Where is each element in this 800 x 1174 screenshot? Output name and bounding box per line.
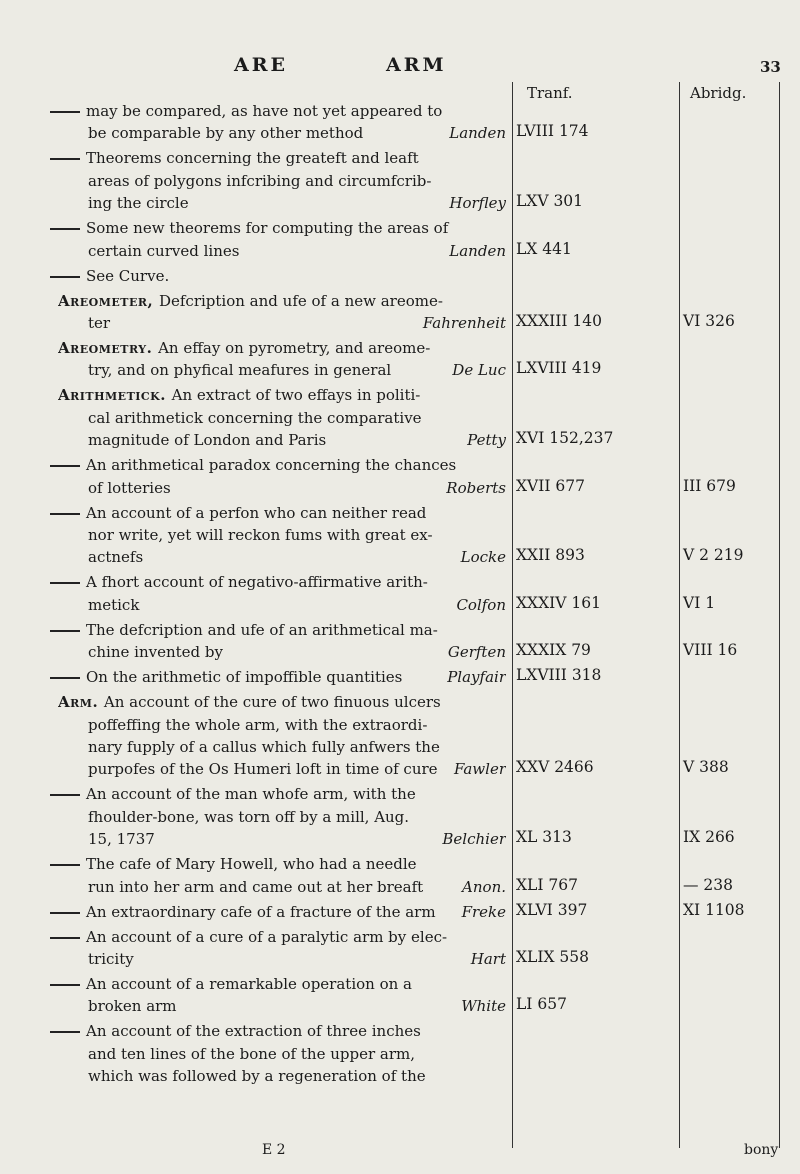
entry-text bbox=[88, 265, 506, 287]
entry-tranf-ref: LVIII 174 bbox=[516, 122, 589, 141]
entry-tranf-ref: XLIX 558 bbox=[516, 947, 589, 966]
entry-author: De Luc bbox=[452, 361, 506, 380]
entry-tranf-ref: XXXIX 79 bbox=[516, 641, 591, 660]
entry-author: Landen bbox=[449, 241, 506, 260]
entry-line-text: An account of the cure of two finuous ulcers bbox=[103, 693, 441, 712]
ditto-dash bbox=[50, 984, 80, 986]
entry-text bbox=[58, 384, 506, 451]
ditto-dash bbox=[50, 677, 80, 679]
entry-line bbox=[50, 502, 506, 524]
entry-text bbox=[88, 901, 506, 923]
entry-tranf-ref: LXVIII 318 bbox=[516, 666, 602, 685]
ditto-dash bbox=[50, 630, 80, 632]
entry-line-text: An arithmetical paradox concerning the chances bbox=[86, 456, 457, 475]
entry-line bbox=[58, 384, 506, 406]
column-header-abridg: Abridg. bbox=[690, 84, 747, 102]
entry-line bbox=[88, 359, 506, 381]
entry-tranf-ref: XL 313 bbox=[516, 828, 572, 847]
entry-abridg-ref: VI 1 bbox=[683, 593, 716, 612]
entry-abridg-ref: VI 326 bbox=[683, 311, 735, 330]
entry-text bbox=[88, 926, 506, 971]
entry-tranf-ref: XVII 677 bbox=[516, 476, 585, 495]
ditto-dash bbox=[50, 912, 80, 914]
entry-text bbox=[88, 666, 506, 688]
entry-line bbox=[88, 1065, 506, 1087]
entry-text bbox=[58, 691, 506, 781]
entry-author: Playfair bbox=[447, 668, 506, 687]
ditto-dash bbox=[50, 111, 80, 113]
entry-text bbox=[88, 571, 506, 616]
entry-tranf-ref: LI 657 bbox=[516, 995, 567, 1014]
entry-line-text: run into her arm and came out at her breaft bbox=[88, 877, 424, 896]
entry-line-text: See Curve. bbox=[86, 266, 170, 285]
entry-line-text: A fhort account of negativo-affirmative arith- bbox=[86, 573, 428, 592]
entry-line-text: An account of a perfon who can neither read bbox=[86, 503, 427, 522]
entry-line bbox=[50, 926, 506, 948]
entry-line bbox=[88, 170, 506, 192]
entry-line bbox=[50, 973, 506, 995]
entry-line bbox=[88, 407, 506, 429]
entry-author: Locke bbox=[460, 548, 506, 567]
entry-line-text: 15, 1737 bbox=[88, 830, 155, 849]
entry-line-text: cal arithmetick concerning the comparative bbox=[88, 408, 422, 427]
entry-author: Petty bbox=[467, 431, 506, 450]
entry-tranf-ref: XLI 767 bbox=[516, 875, 578, 894]
entry-tranf-ref: XXXIII 140 bbox=[516, 311, 602, 330]
entry-text bbox=[88, 783, 506, 850]
entry-line bbox=[88, 995, 506, 1017]
entry-text bbox=[88, 973, 506, 1018]
entry-line-text: ing the circle bbox=[88, 194, 189, 213]
ditto-dash bbox=[50, 794, 80, 796]
entry-author: White bbox=[461, 997, 506, 1016]
entry-line bbox=[58, 337, 506, 359]
entry-line bbox=[88, 429, 506, 451]
entry-line bbox=[88, 312, 506, 334]
entry-tranf-ref: XXV 2466 bbox=[516, 758, 594, 777]
entry-line-text: be comparable by any other method bbox=[88, 124, 364, 143]
entry-line bbox=[58, 691, 506, 713]
entry-tranf-ref: XXII 893 bbox=[516, 546, 585, 565]
entry-line bbox=[88, 714, 506, 736]
entry-author: Horfley bbox=[449, 194, 506, 213]
entry-line-text: An account of the extraction of three inches bbox=[86, 1022, 421, 1041]
entry-line-text: magnitude of London and Paris bbox=[88, 431, 327, 450]
entry-line-text: tricity bbox=[88, 950, 134, 968]
entry-line bbox=[58, 290, 506, 312]
entry-line bbox=[88, 806, 506, 828]
entry-line-text: nary fupply of a callus which fully anfwers the bbox=[88, 738, 440, 756]
entry-tranf-ref: LXVIII 419 bbox=[516, 359, 602, 378]
entry-line bbox=[88, 736, 506, 758]
entry-text bbox=[88, 853, 506, 898]
entry-line bbox=[50, 571, 506, 593]
entry-abridg-ref: — 238 bbox=[683, 875, 734, 894]
entry-author: Fawler bbox=[453, 760, 506, 779]
ditto-dash bbox=[50, 864, 80, 866]
entry-author: Landen bbox=[449, 124, 506, 143]
entry-line-text: On the arithmetic of impoffible quantities bbox=[86, 668, 403, 687]
entry-line bbox=[50, 217, 506, 239]
entry-line-text: fhoulder-bone, was torn off by a mill, Aug. bbox=[88, 807, 410, 826]
entry-line-text: Theorems concerning the greateft and leaft bbox=[86, 149, 419, 168]
entry-line-text: certain curved lines bbox=[88, 241, 240, 260]
ditto-dash bbox=[50, 513, 80, 515]
entry-line bbox=[50, 666, 506, 688]
ditto-dash bbox=[50, 158, 80, 160]
entry-line bbox=[88, 477, 506, 499]
entry-line-text: and ten lines of the bone of the upper arm, bbox=[88, 1044, 415, 1063]
entry-author: Roberts bbox=[446, 478, 506, 497]
entry-line bbox=[50, 1020, 506, 1042]
entry-line bbox=[88, 1043, 506, 1065]
entry-text bbox=[58, 337, 506, 382]
entry-line-text: ter bbox=[88, 314, 111, 332]
entry-author: Hart bbox=[470, 950, 506, 968]
entry-abridg-ref: V 2 219 bbox=[683, 546, 744, 565]
entry-line-text: Defcription and ufe of a new areome- bbox=[158, 291, 443, 310]
entry-author: Anon. bbox=[462, 877, 506, 896]
entry-text bbox=[88, 100, 506, 145]
entry-author: Belchier bbox=[442, 830, 506, 849]
ditto-dash bbox=[50, 1031, 80, 1033]
column-header-tranf: Tranf. bbox=[527, 84, 573, 102]
entry-line-text: An account of a cure of a paralytic arm by elec- bbox=[86, 927, 448, 946]
heading-word: Areometry. bbox=[58, 339, 159, 357]
entry-tranf-ref: XVI 152,237 bbox=[516, 429, 614, 448]
entry-line-text: purpofes of the Os Humeri loft in time of cure bbox=[88, 760, 438, 779]
ditto-dash bbox=[50, 465, 80, 467]
entry-line-text: which was followed by a regeneration of the bbox=[88, 1067, 426, 1086]
entry-author: Freke bbox=[461, 902, 506, 921]
entry-line-text: may be compared, as have not yet appeared to bbox=[86, 102, 443, 120]
entry-line-text: areas of polygons infcribing and circumfcrib- bbox=[88, 171, 432, 190]
entry-line-text: An effay on pyrometry, and areome- bbox=[158, 339, 431, 357]
page-number: 33 bbox=[760, 58, 781, 76]
ditto-dash bbox=[50, 582, 80, 584]
entry-line-text: An account of a remarkable operation on a bbox=[86, 975, 412, 993]
entry-line-text: The cafe of Mary Howell, who had a needle bbox=[86, 855, 417, 874]
entry-line-text: nor write, yet will reckon fums with great ex- bbox=[88, 526, 433, 544]
entry-text bbox=[88, 454, 506, 499]
entry-line bbox=[50, 147, 506, 169]
ditto-dash bbox=[50, 228, 80, 230]
entry-line bbox=[50, 853, 506, 875]
entry-text bbox=[88, 217, 506, 262]
entry-abridg-ref: IX 266 bbox=[683, 828, 735, 847]
entry-text bbox=[88, 502, 506, 569]
running-head-left: ARE bbox=[234, 54, 289, 76]
entry-abridg-ref: XI 1108 bbox=[683, 900, 745, 919]
entry-line-text: try, and on phyfical meafures in general bbox=[88, 361, 392, 380]
entry-line bbox=[50, 454, 506, 476]
entry-author: Gerften bbox=[447, 643, 506, 662]
entry-tranf-ref: LXV 301 bbox=[516, 192, 584, 211]
entry-line-text: metick bbox=[88, 595, 140, 614]
ditto-dash bbox=[50, 276, 80, 278]
entry-line-text: of lotteries bbox=[88, 478, 171, 497]
entry-tranf-ref: XXXIV 161 bbox=[516, 593, 601, 612]
entry-line-text: chine invented by bbox=[88, 643, 223, 662]
entry-line-text: An extract of two effays in politi- bbox=[171, 386, 421, 405]
entry-line bbox=[88, 876, 506, 898]
entry-line bbox=[50, 619, 506, 641]
entry-line bbox=[50, 100, 506, 122]
entry-line-text: poffeffing the whole arm, with the extraordi- bbox=[88, 715, 428, 734]
entry-text bbox=[88, 147, 506, 214]
heading-word: Areometer, bbox=[58, 291, 159, 310]
entry-author: Colfon bbox=[456, 595, 506, 614]
entry-line-text: An account of the man whofe arm, with the bbox=[86, 785, 416, 804]
entry-line-text: actnefs bbox=[88, 548, 144, 567]
entry-abridg-ref: V 388 bbox=[683, 758, 729, 777]
entry-abridg-ref: VIII 16 bbox=[683, 641, 738, 660]
entry-text bbox=[88, 619, 506, 664]
entry-line bbox=[50, 265, 506, 287]
ditto-dash bbox=[50, 937, 80, 939]
entry-line bbox=[88, 828, 506, 850]
entry-line bbox=[88, 240, 506, 262]
entry-line-text: An extraordinary cafe of a fracture of the arm bbox=[86, 902, 436, 921]
entry-line bbox=[50, 783, 506, 805]
entry-text bbox=[58, 290, 506, 335]
entry-author: Fahrenheit bbox=[422, 314, 506, 332]
entry-line bbox=[50, 901, 506, 923]
entry-line bbox=[88, 546, 506, 568]
entry-abridg-ref: III 679 bbox=[683, 476, 736, 495]
entry-line-text: broken arm bbox=[88, 997, 177, 1016]
entry-line bbox=[88, 122, 506, 144]
running-head-right: ARM bbox=[386, 54, 447, 76]
entry-line bbox=[88, 594, 506, 616]
entry-line bbox=[88, 641, 506, 663]
heading-word: Arm. bbox=[58, 693, 104, 712]
entry-line bbox=[88, 948, 506, 970]
catchword: bony bbox=[744, 1142, 779, 1158]
entry-line-text: The defcription and ufe of an arithmetical ma- bbox=[86, 620, 438, 639]
entry-line bbox=[88, 758, 506, 780]
entry-tranf-ref: XLVI 397 bbox=[516, 900, 588, 919]
entry-line-text: Some new theorems for computing the areas of bbox=[86, 219, 449, 238]
entry-tranf-ref: LX 441 bbox=[516, 239, 572, 258]
entry-text bbox=[88, 1020, 506, 1087]
entry-line bbox=[88, 192, 506, 214]
signature-mark: E 2 bbox=[262, 1142, 286, 1158]
heading-word: Arithmetick. bbox=[58, 386, 172, 405]
entry-line bbox=[88, 524, 506, 546]
